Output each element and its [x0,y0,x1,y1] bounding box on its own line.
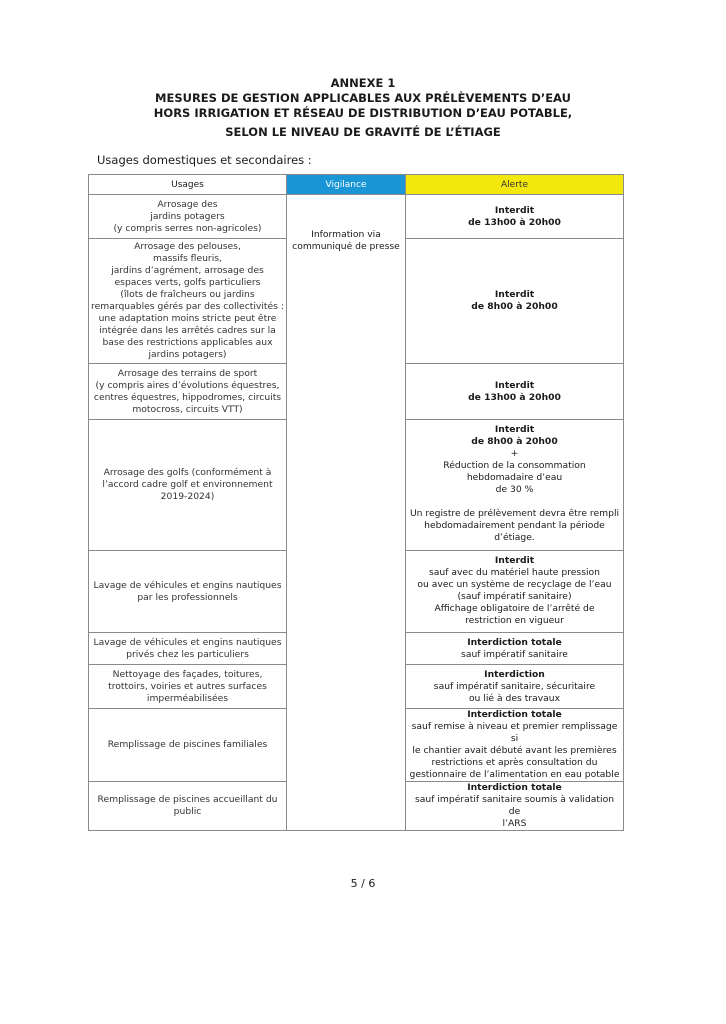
alerte-cell [406,364,624,420]
alerte-bold: Interdiction totale [467,782,562,793]
table-row [89,195,624,239]
header-alerte: Alerte [406,175,624,195]
alerte-cell [406,551,624,633]
usage-cell: Arrosage des pelouses, massifs fleuris, jardins d’agrément, arrosage des espaces verts, golfs particuliers (îlots de fraîcheurs ou jardins remarquables gérés par des collectivités : une adaptation moins stricte peut être intégrée dans les arrêtés cadres sur la base des restrictions applicables aux jardins potagers) [89,239,287,364]
alerte-cell [406,782,624,831]
section-subtitle: Usages domestiques et secondaires : [97,153,312,167]
alerte-bold: Interdiction totale [467,636,562,648]
usage-cell: Remplissage de piscines accueillant du public [89,782,287,831]
usage-cell: Arrosage des jardins potagers (y compris serres non-agricoles) [89,195,287,239]
alerte-bold: Interdit de 8h00 à 20h00 [471,424,558,447]
usage-cell: Arrosage des golfs (conformément à l’accord cadre golf et environnement 2019-2024) [89,420,287,551]
alerte-cell [406,665,624,709]
usage-cell: Arrosage des terrains de sport (y compris aires d’évolutions équestres, centres équestres, hippodromes, circuits motocross, circuits VTT) [89,364,287,420]
header-usages: Usages [89,175,287,195]
alerte-text: + Réduction de la consommation hebdomadaire d’eau de 30 % Un registre de prélèvement devra être rempli hebdomadairement pendant la période d’étiage. [409,448,620,543]
page-number: 5 / 6 [350,877,376,890]
title-line-2: HORS IRRIGATION ET RÉSEAU DE DISTRIBUTION D’EAU POTABLE, [153,106,573,120]
alerte-text: sauf impératif sanitaire soumis à validation de l’ARS [414,794,615,829]
alerte-cell [406,709,624,782]
alerte-text: sauf impératif sanitaire [461,648,568,660]
alerte-text: sauf avec du matériel haute pression ou avec un système de recyclage de l’eau (sauf impératif sanitaire) Affichage obligatoire de l’arrêté de restriction en vigueur [417,567,612,626]
usage-cell: Remplissage de piscines familiales [89,709,287,782]
table-header-row [89,175,624,195]
header-vigilance: Vigilance [287,175,406,195]
alerte-bold: Interdit [494,555,535,566]
alerte-bold: Interdit de 13h00 à 20h00 [468,379,561,403]
alerte-text: sauf impératif sanitaire, sécuritaire ou lié à des travaux [433,680,596,704]
title-line-3: SELON LE NIVEAU DE GRAVITÉ DE L’ÉTIAGE [225,125,501,139]
title-line-1: MESURES DE GESTION APPLICABLES AUX PRÉLÈVEMENTS D’EAU [155,91,571,105]
alerte-cell [406,633,624,665]
annex-title: ANNEXE 1 [330,76,396,90]
document-title [0,91,726,121]
restrictions-table [88,174,624,831]
usage-cell: Nettoyage des façades, toitures, trottoirs, voiries et autres surfaces imperméabilisées [89,665,287,709]
alerte-bold: Interdit de 8h00 à 20h00 [471,289,558,312]
alerte-bold: Interdiction totale [467,709,562,720]
alerte-text: sauf remise à niveau et premier remplissage si le chantier avait débuté avant les premières restrictions et après consultation du gestionnaire de l’alimentation en eau potable [409,721,620,780]
alerte-cell [406,420,624,551]
vigilance-cell: Information via communiqué de presse [287,195,406,831]
alerte-bold: Interdit de 13h00 à 20h00 [468,204,561,228]
usage-cell: Lavage de véhicules et engins nautiques privés chez les particuliers [89,633,287,665]
alerte-bold: Interdiction [484,668,545,680]
alerte-cell [406,239,624,364]
alerte-cell [406,195,624,239]
usage-cell: Lavage de véhicules et engins nautiques par les professionnels [89,551,287,633]
